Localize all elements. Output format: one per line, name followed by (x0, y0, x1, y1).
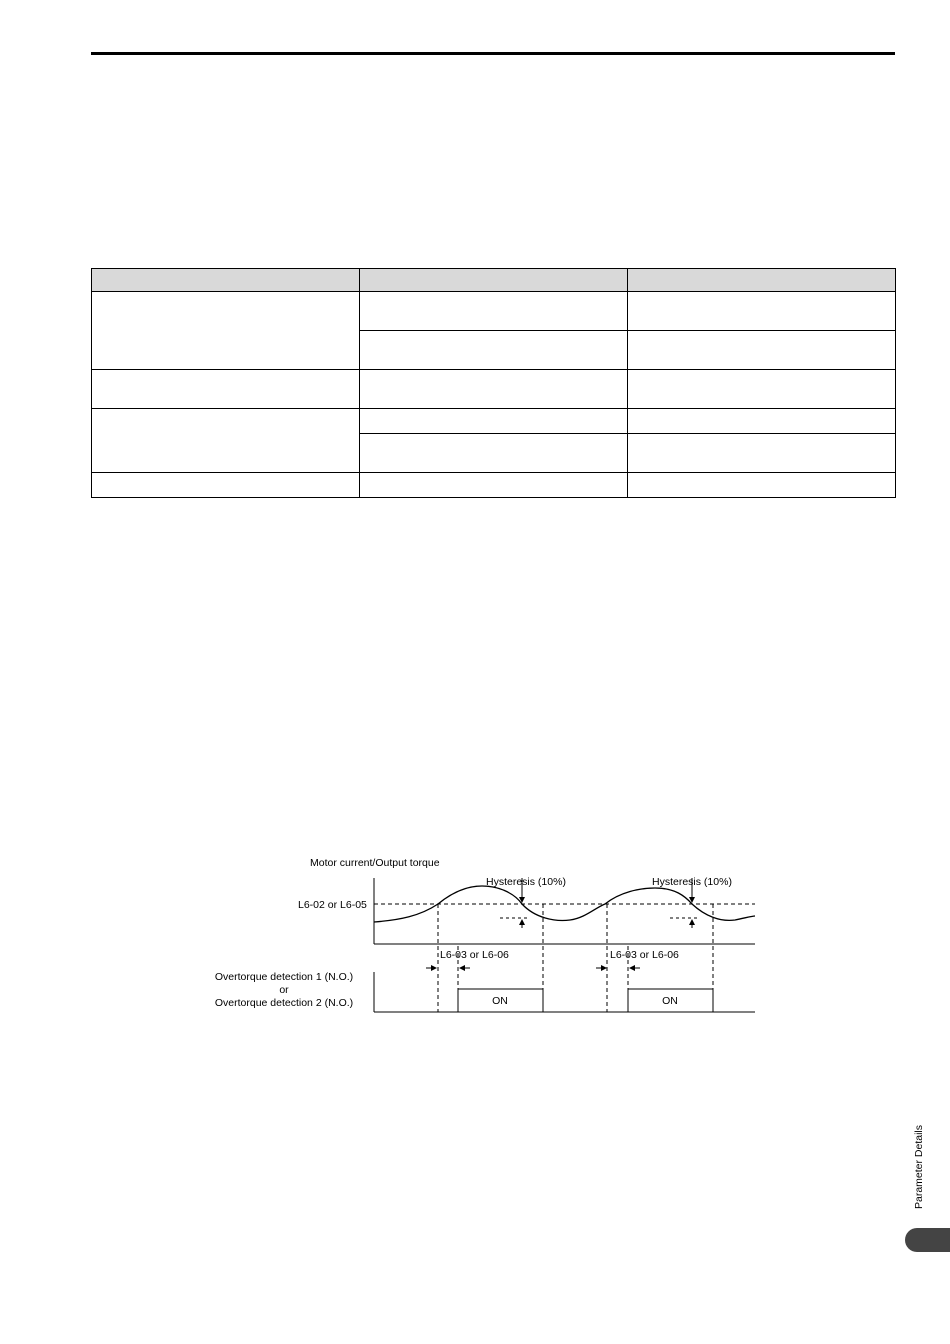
output-label-line3: Overtorque detection 2 (N.O.) (214, 997, 354, 1009)
table-cell (360, 409, 628, 434)
on-label-1: ON (492, 995, 508, 1007)
table-cell (360, 434, 628, 473)
table-header-cell (92, 269, 360, 292)
table-row (92, 370, 896, 409)
output-label-line1: Overtorque detection 1 (N.O.) (214, 971, 354, 983)
table-cell (628, 370, 896, 409)
table-cell (628, 473, 896, 498)
table-cell (92, 370, 360, 409)
chapter-tab (905, 1228, 950, 1252)
table-cell (628, 434, 896, 473)
table-cell (628, 292, 896, 331)
table-header-cell (628, 269, 896, 292)
output-label-line2: or (279, 984, 289, 996)
on-label-2: ON (662, 995, 678, 1007)
header-rule (91, 52, 895, 55)
table-cell (92, 409, 360, 473)
table-cell (360, 331, 628, 370)
table-header-row (92, 269, 896, 292)
table-cell (360, 292, 628, 331)
delay-label-1: L6-03 or L6-06 (440, 949, 509, 961)
y-axis-label: Motor current/Output torque (310, 857, 440, 869)
overtorque-timing-diagram (200, 850, 780, 1030)
table-cell (92, 473, 360, 498)
delay-label-2: L6-03 or L6-06 (610, 949, 679, 961)
table-cell (92, 292, 360, 370)
table-cell (628, 409, 896, 434)
table-row (92, 473, 896, 498)
settings-table (91, 268, 896, 498)
hysteresis-label-1: Hysteresis (10%) (486, 876, 566, 888)
table-cell (360, 370, 628, 409)
timing-diagram-svg (200, 850, 780, 1030)
threshold-label: L6-02 or L6-05 (298, 899, 367, 911)
hysteresis-label-2: Hysteresis (10%) (652, 876, 732, 888)
table-row (92, 292, 896, 331)
table-cell (628, 331, 896, 370)
side-section-label: Parameter Details (913, 1124, 925, 1210)
table-cell (360, 473, 628, 498)
table-row (92, 409, 896, 434)
table-header-cell (360, 269, 628, 292)
